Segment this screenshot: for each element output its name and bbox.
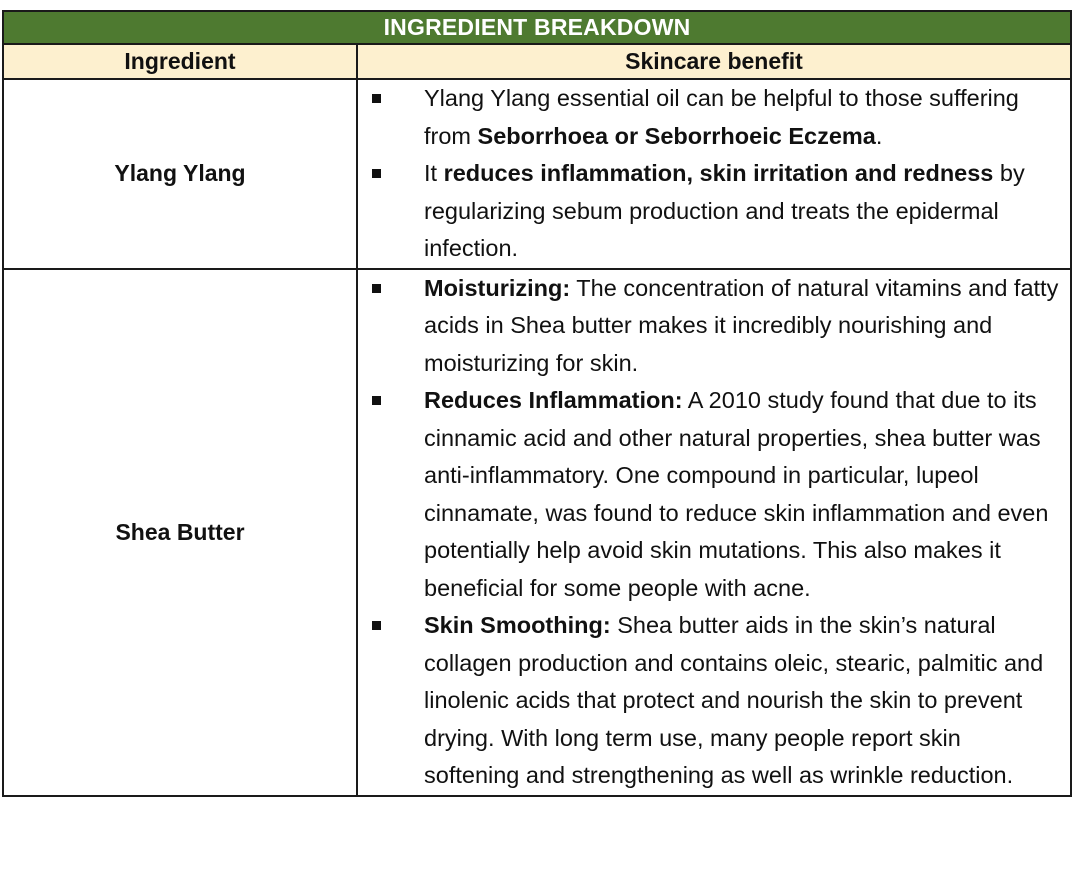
benefit-text: Ylang Ylang essential oil can be helpful to those suffering from — [424, 85, 1019, 149]
ingredient-name: Shea Butter — [3, 269, 357, 796]
benefit-list — [358, 270, 1070, 795]
benefit-emphasis: Seborrhoea or Seborrhoeic Eczema — [477, 122, 876, 149]
square-bullet-icon — [372, 94, 381, 103]
table-row — [3, 79, 1071, 269]
benefit-emphasis: Skin Smoothing: — [424, 612, 611, 638]
benefit-item — [358, 270, 1070, 383]
benefit-text: by regularizing sebum production and treats the epidermal infection. — [424, 160, 1025, 261]
square-bullet-icon — [372, 396, 381, 405]
benefit-text: . — [875, 122, 883, 149]
square-bullet-icon — [372, 284, 381, 293]
benefit-item — [358, 607, 1070, 795]
benefit-cell — [357, 269, 1071, 796]
header-row — [3, 44, 1071, 79]
column-header-ingredient: Ingredient — [3, 44, 357, 79]
table-body — [3, 79, 1071, 796]
ingredient-table — [2, 10, 1072, 797]
ingredient-name: Ylang Ylang — [3, 79, 357, 269]
benefit-item — [358, 155, 1070, 268]
table-row — [3, 269, 1071, 796]
square-bullet-icon — [372, 621, 381, 630]
benefit-list — [358, 80, 1070, 268]
column-header-benefit: Skincare benefit — [357, 44, 1071, 79]
benefit-cell — [357, 79, 1071, 269]
square-bullet-icon — [372, 169, 381, 178]
benefit-emphasis: reduces inflammation, skin irritation and redness — [443, 160, 994, 186]
benefit-text: It — [424, 160, 444, 186]
benefit-emphasis: Moisturizing: — [424, 274, 571, 301]
benefit-text: The concentration of natural vitamins and fatty acids in Shea butter makes it incredibly nourishing and moisturizing for skin. — [424, 274, 1059, 376]
benefit-item — [358, 80, 1070, 155]
benefit-item — [358, 382, 1070, 607]
benefit-text: Shea butter aids in the skin’s natural collagen production and contains oleic, stearic, palmitic and linolenic acids that protect and nourish the skin to prevent drying. With long term use, many people report skin softening and strengthening as well as wrinkle reduction. — [424, 612, 1044, 788]
benefit-emphasis: Reduces Inflammation: — [424, 387, 683, 413]
title-row — [3, 11, 1071, 44]
table-title: INGREDIENT BREAKDOWN — [3, 11, 1071, 44]
benefit-text: A 2010 study found that due to its cinnamic acid and other natural properties, shea butter was anti-inflammatory. One compound in particular, lupeol cinnamate, was found to reduce skin inflammation and even potentially help avoid skin mutations. This also makes it beneficial for some people with acne. — [424, 387, 1049, 601]
